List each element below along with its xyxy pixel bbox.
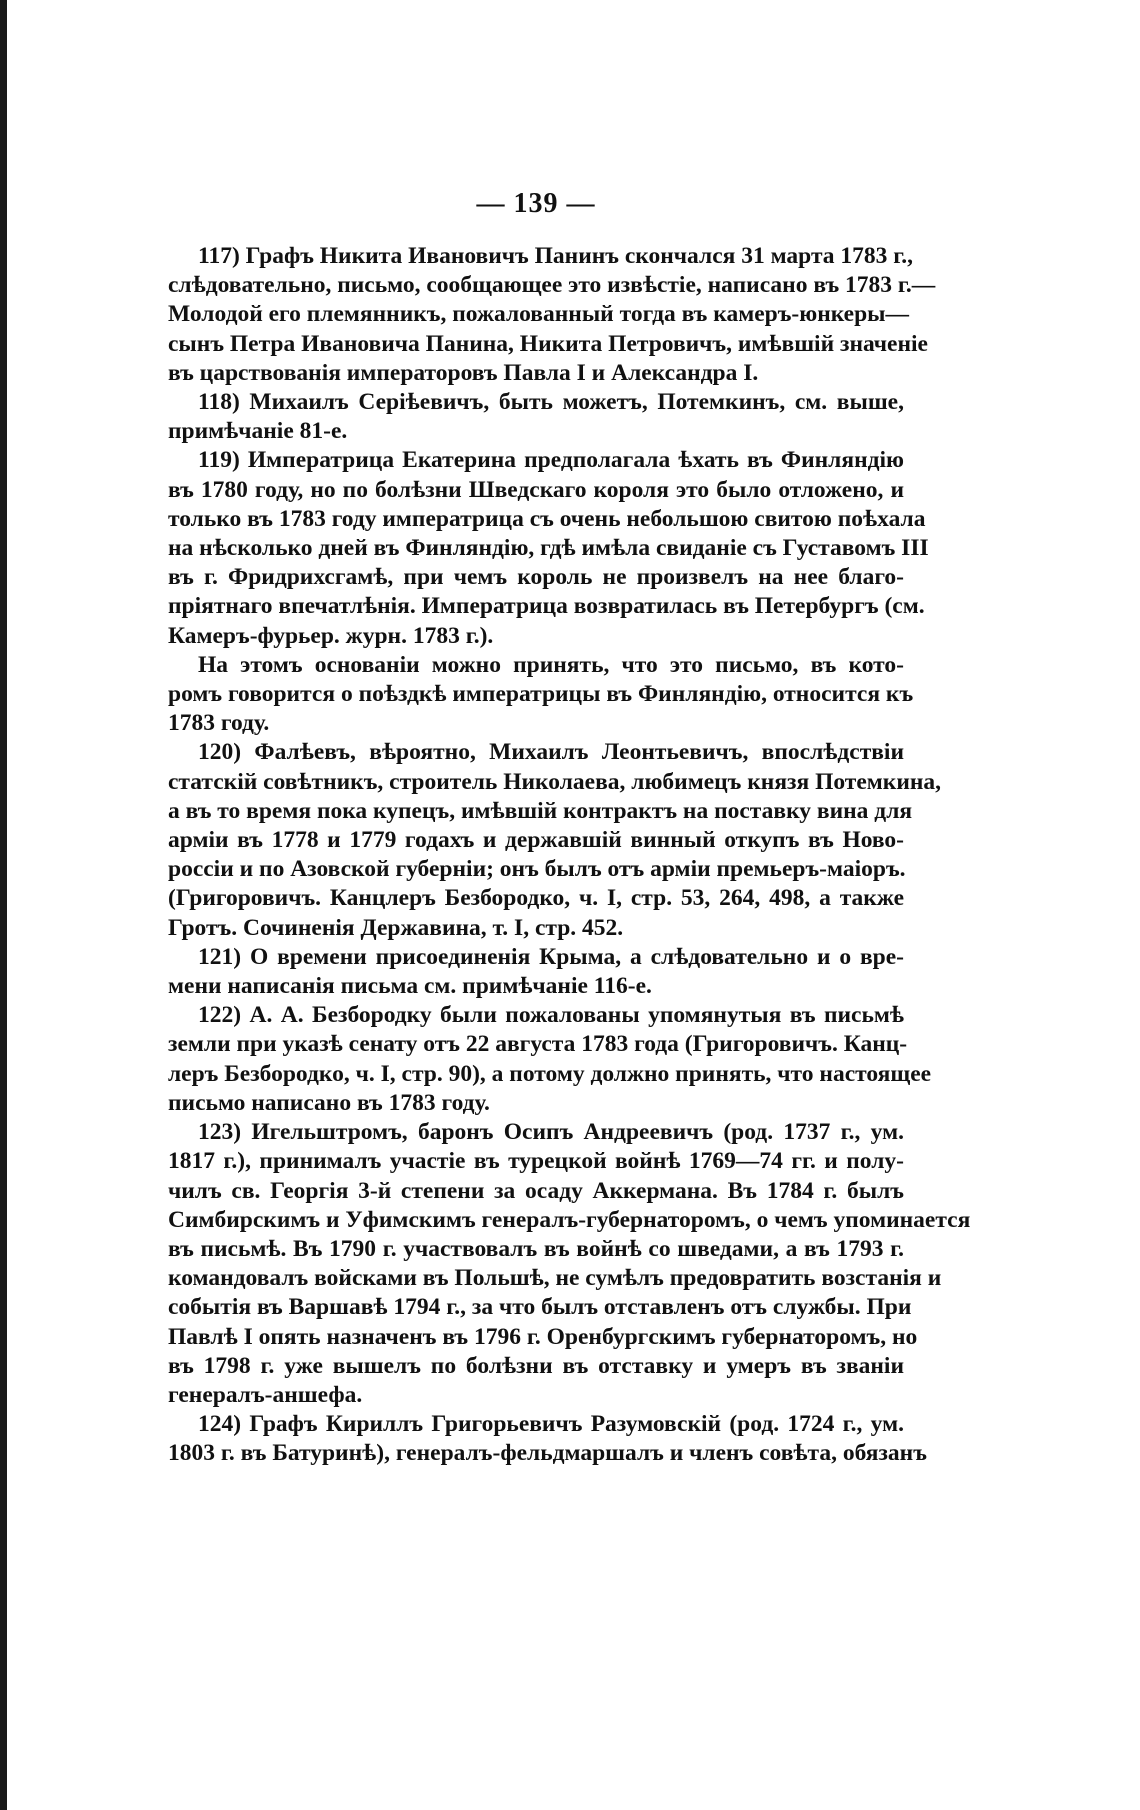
text-line: событія въ Варшавѣ 1794 г., за что былъ отставленъ отъ службы. При bbox=[168, 1294, 912, 1321]
text-line: Молодой его племянникъ, пожалованный тогда въ камеръ-юнкеры— bbox=[168, 301, 910, 328]
text-line: 121) О времени присоединенія Крыма, а слѣдовательно и о вре- bbox=[198, 943, 904, 970]
text-line: леръ Безбородко, ч. I, стр. 90), а потому должно принять, что настоящее bbox=[168, 1060, 932, 1087]
text-line: 124) Графъ Кириллъ Григорьевичъ Разумовскій (род. 1724 г., ум. bbox=[198, 1411, 904, 1438]
text-line: арміи въ 1778 и 1779 годахъ и державшій винный откупъ въ Ново- bbox=[168, 827, 904, 854]
text-line: Гротъ. Сочиненія Державина, т. I, стр. 452. bbox=[168, 914, 624, 941]
text-line: (Григоровичъ. Канцлеръ Безбородко, ч. I, стр. 53, 264, 498, а также bbox=[168, 885, 904, 912]
text-line: 119) Императрица Екатерина предполагала ѣхать въ Финляндію bbox=[198, 447, 904, 474]
text-line: въ письмѣ. Въ 1790 г. участвовалъ въ войнѣ со шведами, а въ 1793 г. bbox=[168, 1235, 904, 1262]
text-line: 118) Михаилъ Серiѣевичъ, быть можетъ, Потемкинъ, см. выше, bbox=[198, 389, 904, 416]
text-line: пріятнаго впечатлѣнія. Императрица возвратилась въ Петербургъ (см. bbox=[168, 593, 925, 620]
text-line: Павлѣ I опять назначенъ въ 1796 г. Оренбургскимъ губернаторомъ, но bbox=[168, 1323, 918, 1350]
text-line: командовалъ войсками въ Польшѣ, не сумѣлъ предовратить возстанія и bbox=[168, 1265, 942, 1292]
paragraph-note-119-cont bbox=[168, 651, 914, 739]
text-line: примѣчаніе 81-е. bbox=[168, 418, 348, 445]
text-line: 123) Игельштромъ, баронъ Осипъ Андреевичъ (род. 1737 г., ум. bbox=[198, 1119, 904, 1146]
text-line: Симбирскимъ и Уфимскимъ генералъ-губернаторомъ, о чемъ упоминается bbox=[168, 1206, 971, 1233]
text-line: письмо написано въ 1783 году. bbox=[168, 1089, 490, 1116]
text-line: въ царствованія императоровъ Павла I и Александра I. bbox=[168, 359, 759, 386]
text-line: мени написанія письма см. примѣчаніе 116-е. bbox=[168, 973, 652, 1000]
text-line: 1817 г.), принималъ участіе въ турецкой войнѣ 1769—74 гг. и полу- bbox=[168, 1148, 904, 1175]
text-line: а въ то время пока купецъ, имѣвшій контрактъ на поставку вина для bbox=[168, 797, 913, 824]
page-body bbox=[168, 242, 971, 1469]
text-line: въ 1798 г. уже вышелъ по болѣзни въ отставку и умеръ въ званіи bbox=[168, 1352, 904, 1379]
text-line: 122) А. А. Безбородку были пожалованы упомянутыя въ письмѣ bbox=[198, 1002, 904, 1029]
paragraph-note-120 bbox=[168, 738, 942, 942]
text-line: слѣдовательно, письмо, сообщающее это извѣстіе, написано въ 1783 г.— bbox=[168, 272, 936, 299]
page-number: — 139 — bbox=[476, 188, 596, 219]
text-line: Камеръ-фурьер. журн. 1783 г.). bbox=[168, 622, 494, 649]
text-line: генералъ-аншефа. bbox=[168, 1381, 363, 1408]
paragraph-note-121 bbox=[168, 943, 904, 1001]
paragraph-note-119 bbox=[168, 446, 929, 650]
paragraph-note-122 bbox=[168, 1001, 932, 1118]
book-spine-edge bbox=[0, 0, 7, 1810]
text-line: 120) Фалѣевъ, вѣроятно, Михаилъ Леонтьевичъ, впослѣдствіи bbox=[198, 739, 904, 766]
text-line: сынъ Петра Ивановича Панина, Никита Петровичъ, имѣвшій значеніе bbox=[168, 330, 928, 357]
paragraph-note-123 bbox=[168, 1118, 971, 1410]
paragraph-note-117 bbox=[168, 242, 936, 388]
text-line: земли при указѣ сенату отъ 22 августа 1783 года (Григоровичъ. Канц- bbox=[168, 1031, 908, 1058]
text-line: россіи и по Азовской губерніи; онъ былъ отъ арміи премьеръ-маіоръ. bbox=[168, 856, 906, 883]
text-line: 117) Графъ Никита Ивановичъ Панинъ скончался 31 марта 1783 г., bbox=[198, 243, 914, 269]
text-line: На этомъ основаніи можно принять, что это письмо, въ кото- bbox=[198, 651, 904, 678]
text-line: въ 1780 году, но по болѣзни Шведскаго короля это было отложено, и bbox=[168, 476, 904, 503]
text-line: 1803 г. въ Батуринѣ), генералъ-фельдмаршалъ и членъ совѣта, обязанъ bbox=[168, 1440, 927, 1467]
page-content bbox=[168, 188, 971, 1469]
text-line: чилъ св. Георгія 3-й степени за осаду Аккермана. Въ 1784 г. былъ bbox=[168, 1177, 904, 1204]
text-line: только въ 1783 году императрица съ очень небольшою свитою поѣхала bbox=[168, 505, 926, 532]
text-line: ромъ говорится о поѣздкѣ императрицы въ Финляндію, относится къ bbox=[168, 681, 914, 708]
paragraph-note-118 bbox=[168, 388, 904, 446]
text-line: въ г. Фридрихсгамѣ, при чемъ король не произвелъ на нее благо- bbox=[168, 564, 904, 591]
text-line: на нѣсколько дней въ Финляндію, гдѣ имѣла свиданіе съ Густавомъ III bbox=[168, 535, 929, 562]
text-line: 1783 году. bbox=[168, 710, 270, 737]
paragraph-note-124 bbox=[168, 1410, 927, 1468]
text-line: статскій совѣтникъ, строитель Николаева, любимецъ князя Потемкина, bbox=[168, 768, 942, 795]
